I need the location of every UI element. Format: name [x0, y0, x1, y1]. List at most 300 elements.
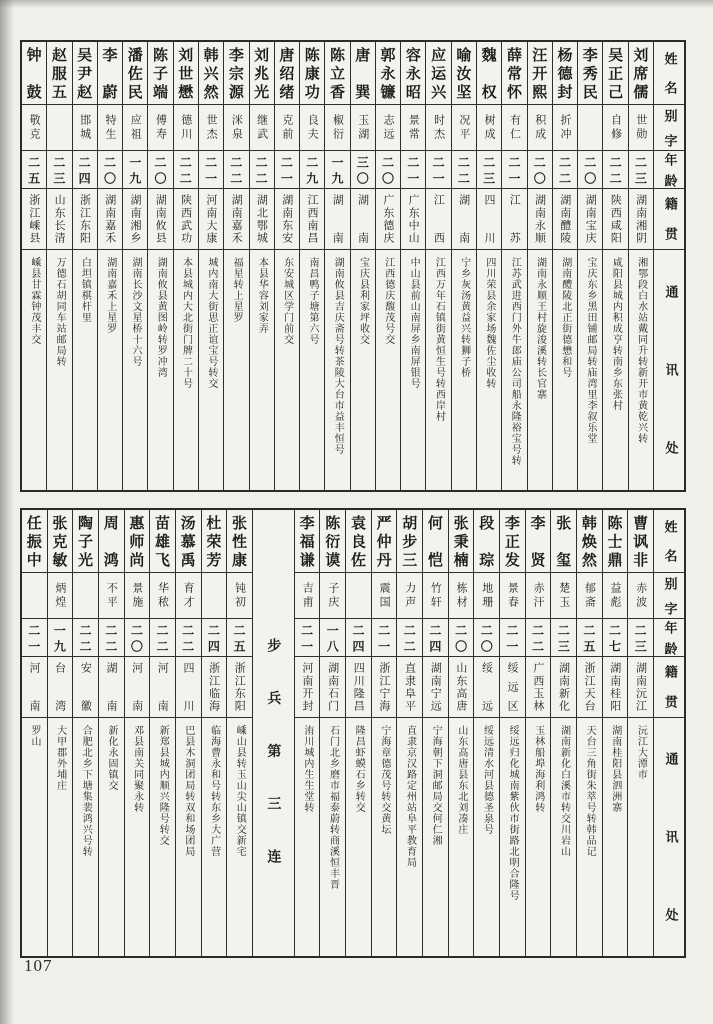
person-alias: 栋材 [455, 581, 469, 610]
person-native-place: 广西玉林 [531, 662, 545, 712]
person-column [274, 42, 299, 490]
header-name-label: 姓名 [661, 52, 677, 94]
person-age-cell [98, 151, 122, 189]
person-column [448, 510, 474, 956]
person-alias-cell [346, 573, 371, 619]
person-contact-address-cell [47, 250, 71, 490]
person-contact-address: 嵊县甘霖钟茂丰交 [28, 257, 40, 345]
person-name-cell [423, 510, 448, 573]
person-age: 一九 [127, 155, 142, 184]
person-column [425, 42, 450, 490]
person-column [602, 510, 628, 956]
person-native-place: 湖南醴陵 [558, 194, 572, 244]
person-name: 张玺 [554, 515, 573, 567]
person-age: 二四 [427, 623, 442, 652]
person-alias-cell [376, 105, 400, 151]
person-name: 张性康 [229, 515, 248, 567]
person-contact-address-cell [224, 250, 248, 490]
person-column [550, 510, 576, 956]
person-contact-address-cell [372, 718, 397, 956]
person-name: 魏权 [479, 47, 498, 99]
person-column [552, 42, 577, 490]
person-age-cell [99, 619, 124, 657]
person-name: 喻汝坚 [454, 47, 473, 99]
person-name-cell [48, 510, 73, 573]
person-alias: 特生 [103, 113, 117, 142]
person-alias-cell [22, 105, 46, 151]
person-contact-address: 本县城内大北街门牌二十号 [180, 257, 192, 389]
person-native-place: 河南 [28, 662, 41, 712]
person-alias-cell [397, 573, 422, 619]
person-age: 二一 [431, 155, 446, 184]
person-native-place: 广东中山 [407, 194, 421, 244]
person-alias: 世杰 [205, 113, 219, 142]
person-age-cell [603, 619, 628, 657]
person-contact-address-cell [603, 250, 627, 490]
person-contact-address-cell [73, 250, 97, 490]
person-contact-address-cell [202, 718, 227, 956]
person-column [299, 42, 324, 490]
person-contact-address: 白坦镇棋杆里 [79, 257, 91, 323]
person-age: 二一 [26, 623, 41, 652]
person-name-cell [528, 42, 552, 105]
header-name-cell [654, 510, 684, 573]
person-name-cell [452, 42, 476, 105]
person-name: 陈子端 [151, 47, 170, 99]
person-name: 赵服五 [49, 47, 68, 99]
person-native-place: 浙江东阳 [233, 662, 247, 712]
unit-divider-label: 步兵第三连 [265, 638, 282, 863]
row-header-column [653, 510, 684, 956]
header-name-cell [654, 42, 684, 105]
person-native-place-cell [477, 189, 501, 250]
person-native-place: 河南大康 [204, 194, 218, 244]
header-contact-cell [654, 718, 684, 956]
person-age: 二二 [78, 623, 93, 652]
person-native-place: 绥远 [480, 662, 494, 712]
person-name: 周鸿 [101, 515, 120, 567]
person-contact-address: 邓县南关同聚永转 [131, 725, 143, 813]
person-native-place-cell [320, 657, 345, 718]
person-age-cell [449, 619, 474, 657]
person-contact-address-cell [250, 250, 274, 490]
person-alias-cell [603, 105, 627, 151]
person-name-cell [526, 510, 551, 573]
person-name-cell [224, 42, 248, 105]
person-name: 李秀民 [580, 47, 599, 99]
person-alias-cell [73, 105, 97, 151]
person-age-cell [553, 151, 577, 189]
person-contact-address-cell [22, 718, 47, 956]
person-age-cell [22, 151, 46, 189]
person-age-cell [227, 619, 252, 657]
person-native-place-cell [99, 657, 124, 718]
person-contact-address: 临海曹永和号转东乡大广营 [208, 725, 220, 857]
person-column [371, 510, 397, 956]
page-number: 107 [24, 956, 53, 975]
person-name: 潘佐民 [125, 47, 144, 99]
person-alias-cell [48, 573, 73, 619]
person-name-cell [551, 510, 576, 573]
person-native-place: 江西 [432, 194, 446, 244]
person-contact-address-cell [526, 718, 551, 956]
person-alias: 积成 [533, 113, 547, 142]
person-name-cell [148, 42, 172, 105]
person-contact-address-cell [73, 718, 98, 956]
person-age-cell [372, 619, 397, 657]
person-contact-address: 中山县前山南屏乡南屏银号 [408, 257, 420, 389]
person-alias: 树成 [483, 113, 497, 142]
person-native-place-cell [628, 657, 653, 718]
person-contact-address: 江苏武进西门外牛郎庙公司船永隆裕宝号转 [509, 257, 521, 466]
person-contact-address: 绥远清水河县德圣泉号 [481, 725, 493, 835]
person-alias: 况平 [457, 113, 471, 142]
person-alias-cell [320, 573, 345, 619]
person-alias: 吉甫 [301, 581, 315, 610]
person-native-place: 浙江东阳 [78, 194, 92, 244]
person-age: 一八 [325, 623, 340, 652]
person-age-cell [502, 151, 526, 189]
person-column [396, 510, 422, 956]
person-native-place-cell [22, 657, 47, 718]
person-alias: 力声 [403, 581, 417, 610]
person-column [473, 510, 499, 956]
person-name: 刘席儒 [631, 47, 650, 99]
person-native-place: 陕西武功 [179, 194, 193, 244]
person-native-place: 湖南永顺 [533, 194, 547, 244]
person-age: 二一 [405, 155, 420, 184]
person-name-cell [426, 42, 450, 105]
person-contact-address-cell [123, 250, 147, 490]
person-native-place-cell [500, 657, 525, 718]
person-column [72, 510, 98, 956]
person-age: 二五 [26, 155, 41, 184]
person-age: 二三 [556, 623, 571, 652]
person-name-cell [376, 42, 400, 105]
person-age-cell [526, 619, 551, 657]
person-contact-address: 湖南攸县黄图岭转罗冲湾 [155, 257, 167, 378]
person-native-place-cell [452, 189, 476, 250]
person-name: 唐巽 [353, 47, 372, 99]
person-name-cell [199, 42, 223, 105]
person-alias: 益彪 [609, 581, 623, 610]
person-age-cell [376, 151, 400, 189]
person-name-cell [320, 510, 345, 573]
person-name: 刘兆光 [252, 47, 271, 99]
person-contact-address-cell [452, 250, 476, 490]
person-alias: 景常 [407, 113, 421, 142]
header-alias-label: 别字 [661, 576, 677, 615]
person-name: 杨德封 [555, 47, 574, 99]
person-age-cell [295, 619, 320, 657]
person-age-cell [125, 619, 150, 657]
person-native-place: 山东长清 [53, 194, 67, 244]
person-contact-address: 宁乡灰汤黄益兴转狮子桥 [458, 257, 470, 378]
person-alias: 玉湖 [356, 113, 370, 142]
person-native-place-cell [423, 657, 448, 718]
header-alias-cell [654, 573, 684, 619]
person-contact-address-cell [401, 250, 425, 490]
person-name: 李蔚 [100, 47, 119, 99]
person-native-place-cell [300, 189, 324, 250]
header-contact-label: 通讯处 [662, 285, 678, 455]
person-alias-cell [199, 105, 223, 151]
person-contact-address: 万德石胡同车站邮局转 [54, 257, 66, 367]
person-column [201, 510, 227, 956]
person-native-place: 湖南宁远 [429, 662, 443, 712]
person-name: 陈士鼎 [605, 515, 624, 567]
person-contact-address: 宝庆东乡黑田铺邮局转庙湾里李叙乐堂 [585, 257, 597, 444]
header-native-place-cell [654, 189, 684, 250]
person-alias-cell [528, 105, 552, 151]
person-name: 任振中 [24, 515, 43, 567]
person-column [501, 42, 526, 490]
person-name: 吴尹赵 [75, 47, 94, 99]
person-age-cell [224, 151, 248, 189]
person-age-cell [148, 151, 172, 189]
person-alias: 地珊 [480, 581, 494, 610]
person-alias-cell [500, 573, 525, 619]
person-column [98, 510, 124, 956]
person-name-cell [628, 510, 653, 573]
person-column [451, 42, 476, 490]
person-alias: 炳煌 [53, 581, 67, 610]
directory-table-top [20, 40, 686, 492]
person-name-cell [22, 42, 46, 105]
person-column [400, 42, 425, 490]
person-native-place-cell [372, 657, 397, 718]
person-age: 二二 [103, 623, 118, 652]
person-native-place-cell [603, 657, 628, 718]
person-native-place: 湖南东安 [280, 194, 294, 244]
person-column [602, 42, 627, 490]
person-contact-address: 咸阳县城内积成亨转南乡东张村 [610, 257, 622, 411]
person-contact-address-cell [474, 718, 499, 956]
header-native-place-cell [654, 657, 684, 718]
person-age-cell [500, 619, 525, 657]
person-alias: 应祖 [129, 113, 143, 142]
person-age: 二二 [456, 155, 471, 184]
person-alias: 景施 [130, 581, 144, 610]
person-age: 二一 [376, 623, 391, 652]
person-alias: 郁斋 [583, 581, 597, 610]
person-contact-address-cell [300, 250, 324, 490]
person-age: 二二 [402, 623, 417, 652]
person-alias-cell [325, 105, 349, 151]
person-name: 曹讽非 [631, 515, 650, 567]
person-name-cell [603, 510, 628, 573]
person-native-place-cell [73, 657, 98, 718]
person-contact-address: 城内南大街思正谊宝号转交 [205, 257, 217, 389]
person-native-place: 湖南新化 [557, 662, 571, 712]
person-name: 刘世懋 [176, 47, 195, 99]
person-age-cell [150, 619, 175, 657]
person-age-cell [551, 619, 576, 657]
person-age: 二〇 [582, 155, 597, 184]
person-alias-cell [551, 573, 576, 619]
person-name-cell [99, 510, 124, 573]
person-native-place-cell [98, 189, 122, 250]
person-alias-cell [628, 573, 653, 619]
person-alias-cell [449, 573, 474, 619]
person-age: 二一 [203, 155, 218, 184]
person-alias-cell [150, 573, 175, 619]
person-contact-address: 新郑县城内顺兴隆号转交 [157, 725, 169, 846]
person-alias-cell [250, 105, 274, 151]
person-alias-cell [553, 105, 577, 151]
person-column [576, 510, 602, 956]
person-contact-address: 福星转上星罗 [231, 257, 243, 323]
person-native-place-cell [376, 189, 400, 250]
person-native-place: 山东高唐 [454, 662, 468, 712]
person-alias: 不平 [105, 581, 119, 610]
person-alias: 继武 [255, 113, 269, 142]
person-alias-cell [629, 105, 653, 151]
person-alias-cell [474, 573, 499, 619]
person-age: 二二 [178, 155, 193, 184]
person-alias: 华秾 [156, 581, 170, 610]
header-native-place-label: 籍贯 [661, 665, 677, 709]
person-name: 陈康功 [302, 47, 321, 99]
person-alias: 椒衍 [331, 113, 345, 142]
person-alias-cell [502, 105, 526, 151]
row-header-column [653, 42, 684, 490]
person-age-cell [73, 151, 97, 189]
person-contact-address-cell [99, 718, 124, 956]
person-alias-cell [477, 105, 501, 151]
person-column [345, 510, 371, 956]
person-name: 段琮 [477, 515, 496, 567]
person-alias-cell [202, 573, 227, 619]
person-column [527, 42, 552, 490]
person-contact-address: 湖南新化白溪市转交川岩山 [558, 725, 570, 857]
person-native-place: 湖南嘉禾 [230, 194, 244, 244]
person-contact-address: 湖南桂阳县泗洲寨 [609, 725, 621, 813]
person-age-cell [250, 151, 274, 189]
person-contact-address-cell [449, 718, 474, 956]
person-age-cell [275, 151, 299, 189]
person-age-cell [47, 151, 71, 189]
person-native-place: 湖南桂阳 [608, 662, 622, 712]
person-age-cell [603, 151, 627, 189]
person-native-place-cell [426, 189, 450, 250]
person-age: 二四 [77, 155, 92, 184]
person-age: 二二 [557, 155, 572, 184]
person-column [350, 42, 375, 490]
person-native-place-cell [401, 189, 425, 250]
person-age-cell [351, 151, 375, 189]
person-native-place: 江西南昌 [305, 194, 319, 244]
person-contact-address: 合肥北乡下塘集裴鸿兴号转 [80, 725, 92, 857]
person-native-place-cell [295, 657, 320, 718]
person-native-place-cell [603, 189, 627, 250]
person-alias-cell [423, 573, 448, 619]
person-age: 二三 [481, 155, 496, 184]
person-name: 张克敏 [50, 515, 69, 567]
person-native-place: 湖南 [356, 194, 370, 244]
person-native-place: 河南开封 [300, 662, 314, 712]
person-name-cell [449, 510, 474, 573]
person-contact-address: 巴县木洞团局转双和场团局 [182, 725, 194, 857]
person-alias-cell [295, 573, 320, 619]
person-name-cell [227, 510, 252, 573]
person-name-cell [502, 42, 526, 105]
header-contact-cell [654, 250, 684, 490]
person-native-place-cell [125, 657, 150, 718]
person-age: 二四 [350, 623, 365, 652]
person-age: 二三 [633, 155, 648, 184]
person-name: 应运兴 [429, 47, 448, 99]
person-name-cell [123, 42, 147, 105]
person-native-place-cell [250, 189, 274, 250]
person-name-cell [98, 42, 122, 105]
person-name-cell [176, 510, 201, 573]
person-native-place: 湖南 [457, 194, 471, 244]
person-contact-address-cell [528, 250, 552, 490]
person-age: 二〇 [453, 623, 468, 652]
person-column [46, 42, 71, 490]
person-alias-cell [98, 105, 122, 151]
person-age: 二〇 [380, 155, 395, 184]
person-native-place-cell [73, 189, 97, 250]
person-name: 严仲丹 [374, 515, 393, 567]
person-contact-address-cell [502, 250, 526, 490]
person-contact-address-cell [275, 250, 299, 490]
person-native-place: 四川 [181, 662, 195, 712]
person-name: 杜荣芳 [204, 515, 223, 567]
person-alias: 良夫 [306, 113, 320, 142]
person-native-place: 四川 [482, 194, 496, 244]
header-age-cell [654, 151, 684, 189]
person-contact-address: 洧川城内生生堂转 [301, 725, 313, 813]
person-name-cell [401, 42, 425, 105]
person-native-place-cell [578, 189, 602, 250]
person-age-cell [474, 619, 499, 657]
person-name: 韩兴然 [201, 47, 220, 99]
directory-table-bottom [20, 508, 686, 958]
person-native-place-cell [528, 189, 552, 250]
person-contact-address: 东安城区学门前交 [281, 257, 293, 345]
person-native-place: 安徽 [79, 662, 93, 712]
person-native-place: 江苏 [508, 194, 522, 244]
person-native-place: 四川隆昌 [352, 662, 366, 712]
person-column [175, 510, 201, 956]
person-native-place-cell [48, 657, 73, 718]
person-contact-address: 绥远归化城南紫伙市街路北明合隆号 [507, 725, 519, 901]
person-age: 二二 [180, 623, 195, 652]
person-native-place-cell [123, 189, 147, 250]
person-name: 陈衍谟 [323, 515, 342, 567]
person-name: 李正发 [502, 515, 521, 567]
person-age: 二一 [504, 623, 519, 652]
person-native-place: 台湾 [53, 662, 67, 712]
person-name-cell [325, 42, 349, 105]
person-native-place: 湖南 [331, 194, 345, 244]
person-contact-address-cell [551, 718, 576, 956]
person-age-cell [73, 619, 98, 657]
person-age: 一九 [329, 155, 344, 184]
person-alias-cell [426, 105, 450, 151]
person-name-cell [477, 42, 501, 105]
person-name-cell [22, 510, 47, 573]
person-age: 二七 [607, 623, 622, 652]
person-age: 二五 [231, 623, 246, 652]
person-age-cell [48, 619, 73, 657]
person-age: 二〇 [153, 155, 168, 184]
header-age-label: 年龄 [661, 152, 677, 187]
person-name-cell [125, 510, 150, 573]
person-alias-cell [578, 105, 602, 151]
